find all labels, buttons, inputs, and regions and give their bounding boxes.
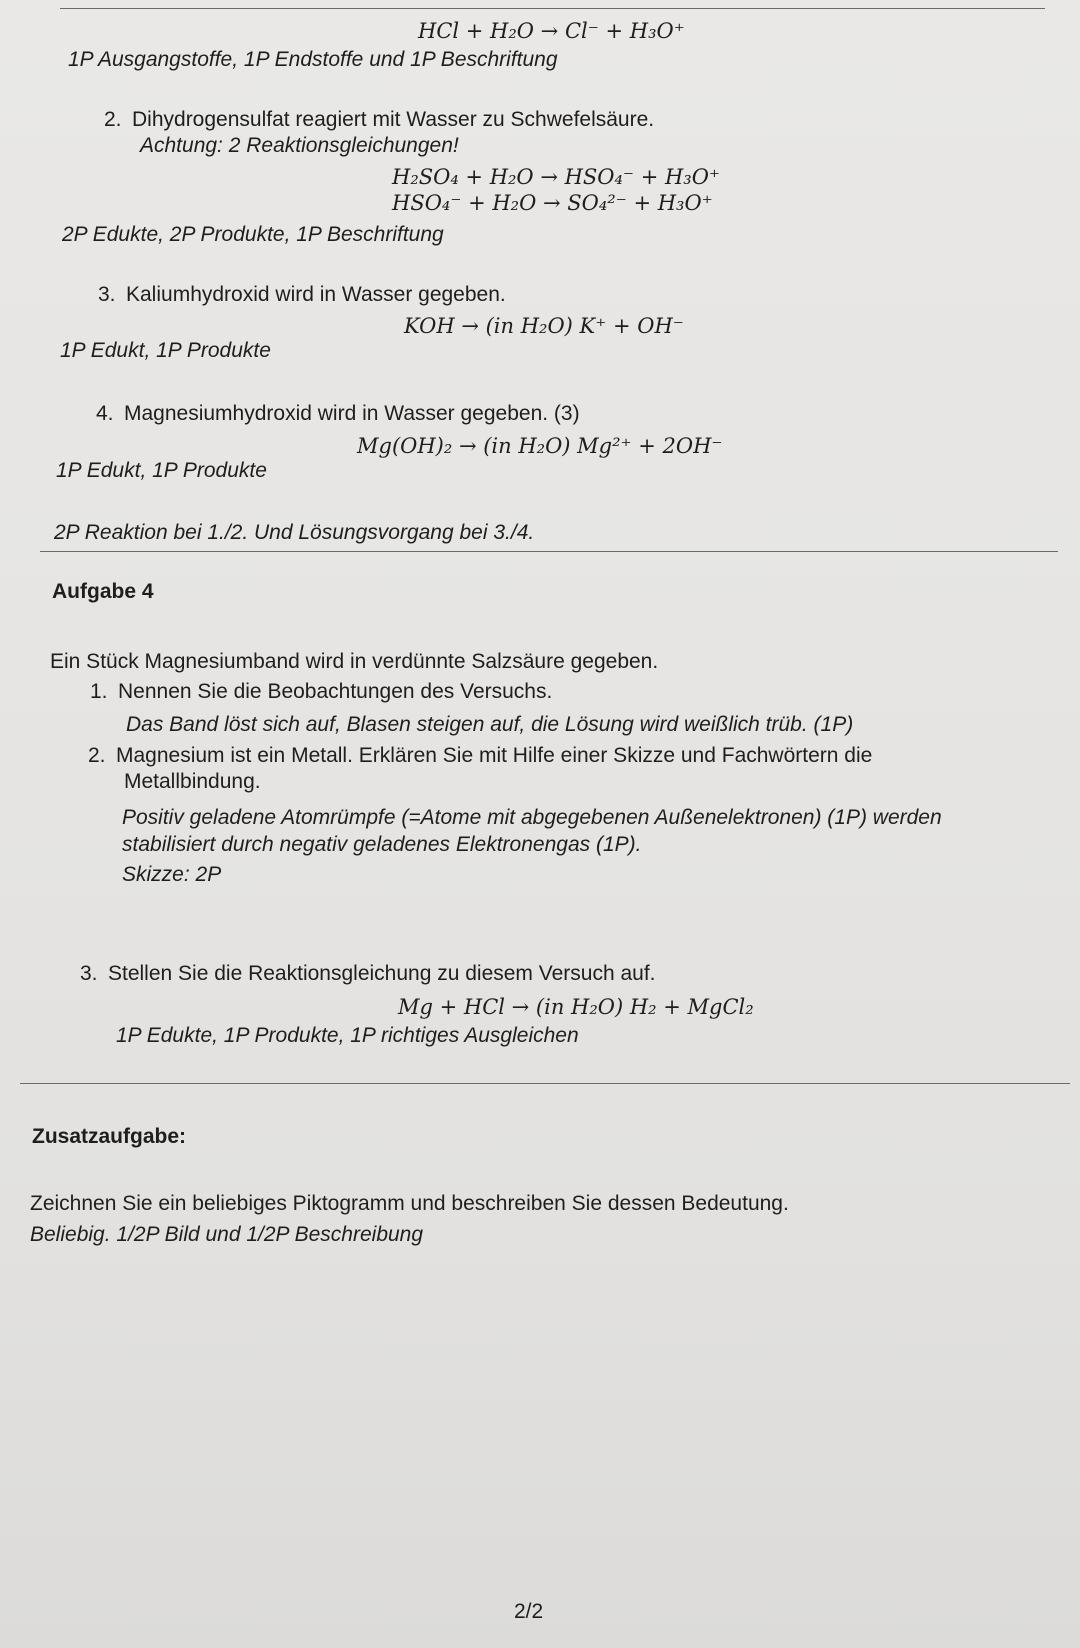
zusatz-heading: Zusatzaufgabe: [32, 1125, 187, 1148]
zusatz-scoring: Beliebig. 1/2P Bild und 1/2P Beschreibung [30, 1223, 424, 1246]
top-divider [60, 8, 1045, 9]
scoring-item-4: 1P Edukt, 1P Produkte [56, 459, 267, 482]
item-3-question [98, 282, 506, 308]
scoring-total: 2P Reaktion bei 1./2. Und Lösungsvorgang bei 3./4. [54, 521, 535, 544]
zusatz-question: Zeichnen Sie ein beliebiges Piktogramm und beschreiben Sie dessen Bedeutung. [30, 1192, 789, 1215]
section-divider-1 [40, 551, 1058, 552]
item-text: Nennen Sie die Beobachtungen des Versuchs. [118, 680, 553, 703]
item-text: Kaliumhydroxid wird in Wasser gegeben. [126, 283, 506, 306]
scoring-item-2: 2P Edukte, 2P Produkte, 1P Beschriftung [62, 223, 444, 246]
aufgabe-4-q2-line2: Metallbindung. [124, 770, 261, 793]
item-number: 2. [88, 744, 106, 767]
aufgabe-4-a2-line1: Positiv geladene Atomrümpfe (=Atome mit abgegebenen Außenelektronen) (1P) werden [122, 806, 942, 829]
aufgabe-4-q2 [88, 743, 872, 769]
scoring-item-1: 1P Ausgangstoffe, 1P Endstoffe und 1P Beschriftung [68, 48, 558, 71]
item-4-question [96, 401, 580, 427]
item-number: 3. [98, 283, 116, 306]
item-number: 4. [96, 402, 114, 425]
item-text: Dihydrogensulfat reagiert mit Wasser zu Schwefelsäure. [132, 108, 655, 131]
equation-h2so4: H₂SO₄ + H₂O → HSO₄⁻ + H₃O⁺ [392, 165, 720, 189]
equation-hcl: HCl + H₂O → Cl⁻ + H₃O⁺ [418, 19, 685, 43]
equation-koh: KOH → (in H₂O) K⁺ + OH⁻ [404, 314, 684, 338]
aufgabe-4-q3-scoring: 1P Edukte, 1P Produkte, 1P richtiges Ausgleichen [116, 1024, 579, 1047]
item-number: 1. [90, 680, 108, 703]
equation-hso4: HSO₄⁻ + H₂O → SO₄²⁻ + H₃O⁺ [392, 191, 713, 215]
aufgabe-4-sketch-points: Skizze: 2P [122, 863, 222, 886]
item-2-note: Achtung: 2 Reaktionsgleichungen! [140, 134, 459, 157]
aufgabe-4-heading: Aufgabe 4 [52, 580, 154, 603]
aufgabe-4-q1 [90, 679, 552, 705]
equation-mgoh2: Mg(OH)₂ → (in H₂O) Mg²⁺ + 2OH⁻ [357, 434, 723, 458]
section-divider-2 [20, 1083, 1070, 1084]
aufgabe-4-a2-line2: stabilisiert durch negativ geladenes Elektronengas (1P). [122, 833, 642, 856]
page-number: 2/2 [514, 1600, 544, 1623]
item-text: Magnesium ist ein Metall. Erklären Sie mit Hilfe einer Skizze und Fachwörtern die [116, 744, 873, 767]
item-number: 2. [104, 108, 122, 131]
item-text: Stellen Sie die Reaktionsgleichung zu diesem Versuch auf. [108, 962, 656, 985]
item-number: 3. [80, 962, 98, 985]
item-text: Magnesiumhydroxid wird in Wasser gegeben. (3) [124, 402, 580, 425]
aufgabe-4-a1: Das Band löst sich auf, Blasen steigen auf, die Lösung wird weißlich trüb. (1P) [126, 713, 854, 736]
item-2-question [104, 107, 654, 133]
scoring-item-3: 1P Edukt, 1P Produkte [60, 339, 271, 362]
equation-mg-hcl: Mg + HCl → (in H₂O) H₂ + MgCl₂ [398, 995, 754, 1019]
aufgabe-4-q3 [80, 961, 656, 987]
aufgabe-4-intro: Ein Stück Magnesiumband wird in verdünnte Salzsäure gegeben. [50, 650, 659, 673]
